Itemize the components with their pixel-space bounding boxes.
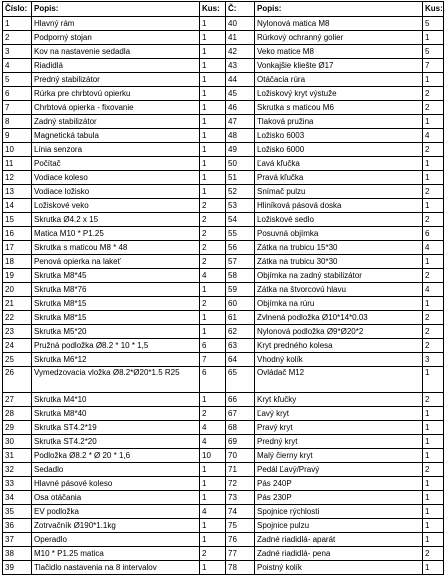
table-row: [3, 463, 444, 477]
part-number-right: 50: [226, 157, 255, 171]
part-description-left: Hlavný rám: [32, 17, 200, 31]
part-number-left: 15: [3, 213, 32, 227]
part-quantity-left: 1: [200, 325, 226, 339]
part-description-left: Magnetická tabula: [32, 129, 200, 143]
part-description-right: Objímka na zadný stabilizátor: [255, 269, 423, 283]
part-description-right: Vonkajšie kliešte Ø17: [255, 59, 423, 73]
part-quantity-left: 2: [200, 407, 226, 421]
part-description-right: Ľavý kryt: [255, 407, 423, 421]
header-description-right: Popis:: [255, 2, 423, 17]
part-quantity-left: 4: [200, 435, 226, 449]
table-row: [3, 227, 444, 241]
part-quantity-left: 1: [200, 561, 226, 575]
table-row: [3, 325, 444, 339]
part-description-left: Skrutka M8*15: [32, 311, 200, 325]
part-description-left: Osa otáčania: [32, 491, 200, 505]
part-description-left: Matica M10 * P1.25: [32, 227, 200, 241]
table-row: [3, 87, 444, 101]
parts-list: [2, 1, 443, 575]
part-quantity-left: 2: [200, 227, 226, 241]
part-quantity-right: 2: [423, 311, 444, 325]
table-row: [3, 185, 444, 199]
part-number-right: 44: [226, 73, 255, 87]
table-row: [3, 367, 444, 393]
part-description-right: Tlaková pružina: [255, 115, 423, 129]
part-description-right: Zátka na trubicu 15*30: [255, 241, 423, 255]
part-number-right: 61: [226, 311, 255, 325]
table-row: [3, 477, 444, 491]
part-number-right: 53: [226, 199, 255, 213]
part-description-left: Kov na nastavenie sedadla: [32, 45, 200, 59]
part-number-right: 68: [226, 421, 255, 435]
part-quantity-right: 1: [423, 533, 444, 547]
part-description-right: Spojnice rýchlosti: [255, 505, 423, 519]
part-description-right: Pás 240P: [255, 477, 423, 491]
part-description-left: Skrutka M8*76: [32, 283, 200, 297]
part-number-right: 65: [226, 367, 255, 393]
part-description-right: Zadné riadidlá- aparát: [255, 533, 423, 547]
part-quantity-left: 1: [200, 31, 226, 45]
part-quantity-left: 1: [200, 311, 226, 325]
part-quantity-right: 2: [423, 393, 444, 407]
part-quantity-right: 1: [423, 171, 444, 185]
part-quantity-left: 1: [200, 73, 226, 87]
part-quantity-left: 6: [200, 339, 226, 353]
table-row: [3, 421, 444, 435]
part-description-right: Pravá kľučka: [255, 171, 423, 185]
part-description-left: Riadidlá: [32, 59, 200, 73]
part-number-left: 13: [3, 185, 32, 199]
part-number-left: 36: [3, 519, 32, 533]
part-number-right: 63: [226, 339, 255, 353]
table-row: [3, 505, 444, 519]
header-number-left: Číslo:: [3, 2, 32, 17]
part-number-right: 69: [226, 435, 255, 449]
part-description-left: Ložiskové veko: [32, 199, 200, 213]
table-row: [3, 353, 444, 367]
part-description-left: Počítač: [32, 157, 200, 171]
part-number-left: 6: [3, 87, 32, 101]
part-number-right: 46: [226, 101, 255, 115]
part-number-left: 18: [3, 255, 32, 269]
part-description-right: Vhodný kolík: [255, 353, 423, 367]
table-row: [3, 45, 444, 59]
part-description-left: Skrutka M6*12: [32, 353, 200, 367]
header-row: [3, 2, 444, 17]
part-description-right: Hliníková pásová doska: [255, 199, 423, 213]
part-quantity-right: 2: [423, 101, 444, 115]
part-quantity-left: 6: [200, 367, 226, 393]
part-number-left: 34: [3, 491, 32, 505]
part-quantity-right: 1: [423, 477, 444, 491]
part-description-right: Otáčacia rúra: [255, 73, 423, 87]
part-description-right: Skrutka s maticou M6: [255, 101, 423, 115]
part-quantity-left: 1: [200, 17, 226, 31]
header-quantity-right: Kus:: [423, 2, 444, 17]
part-quantity-left: 1: [200, 101, 226, 115]
part-number-right: 74: [226, 505, 255, 519]
part-number-left: 39: [3, 561, 32, 575]
part-quantity-left: 1: [200, 143, 226, 157]
table-row: [3, 143, 444, 157]
part-description-right: Zadné riadidlá- pena: [255, 547, 423, 561]
part-number-left: 33: [3, 477, 32, 491]
part-number-right: 55: [226, 227, 255, 241]
part-description-right: Posuvná objímka: [255, 227, 423, 241]
part-quantity-left: 1: [200, 171, 226, 185]
part-quantity-right: 2: [423, 143, 444, 157]
part-quantity-right: 5: [423, 17, 444, 31]
part-description-right: Ložiskové sedlo: [255, 213, 423, 227]
table-row: [3, 17, 444, 31]
part-number-right: 70: [226, 449, 255, 463]
part-description-left: Skrutka M4*10: [32, 393, 200, 407]
part-description-right: Ložisko 6000: [255, 143, 423, 157]
part-number-right: 78: [226, 561, 255, 575]
table-row: [3, 393, 444, 407]
part-quantity-right: 1: [423, 519, 444, 533]
part-quantity-left: 10: [200, 449, 226, 463]
part-quantity-left: 1: [200, 129, 226, 143]
part-quantity-left: 2: [200, 213, 226, 227]
part-quantity-right: 1: [423, 367, 444, 393]
part-description-left: Vodiace koleso: [32, 171, 200, 185]
part-quantity-right: 2: [423, 213, 444, 227]
part-number-right: 72: [226, 477, 255, 491]
part-quantity-left: 1: [200, 45, 226, 59]
part-number-left: 27: [3, 393, 32, 407]
table-row: [3, 115, 444, 129]
part-quantity-left: 2: [200, 199, 226, 213]
part-number-left: 14: [3, 199, 32, 213]
part-description-left: EV podložka: [32, 505, 200, 519]
table-row: [3, 449, 444, 463]
part-description-left: Skrutka M5*20: [32, 325, 200, 339]
part-description-right: Poistný kolík: [255, 561, 423, 575]
table-row: [3, 435, 444, 449]
part-description-right: Ľavá kľučka: [255, 157, 423, 171]
part-description-right: Predný kryt: [255, 435, 423, 449]
table-row: [3, 283, 444, 297]
part-number-right: 76: [226, 533, 255, 547]
part-quantity-left: 4: [200, 269, 226, 283]
part-number-right: 59: [226, 283, 255, 297]
part-number-left: 3: [3, 45, 32, 59]
part-quantity-right: 2: [423, 547, 444, 561]
part-number-right: 77: [226, 547, 255, 561]
part-number-right: 40: [226, 17, 255, 31]
part-quantity-right: 1: [423, 255, 444, 269]
table-row: [3, 73, 444, 87]
table-row: [3, 213, 444, 227]
part-quantity-right: 1: [423, 505, 444, 519]
part-number-right: 73: [226, 491, 255, 505]
part-description-left: Chrbtová opierka - fixovanie: [32, 101, 200, 115]
part-quantity-left: 4: [200, 421, 226, 435]
part-quantity-right: 1: [423, 491, 444, 505]
part-number-right: 52: [226, 185, 255, 199]
part-description-right: Kryt kľučky: [255, 393, 423, 407]
part-quantity-left: 2: [200, 547, 226, 561]
header-number-right: Č:: [226, 2, 255, 17]
table-row: [3, 297, 444, 311]
part-description-right: Pás 230P: [255, 491, 423, 505]
part-description-left: Zotrvačník Ø190*1.1kg: [32, 519, 200, 533]
header-quantity-left: Kus:: [200, 2, 226, 17]
part-quantity-right: 1: [423, 297, 444, 311]
part-description-left: Vymedzovacia vložka Ø8.2*Ø20*1.5 R25: [32, 367, 200, 393]
part-number-right: 56: [226, 241, 255, 255]
table-row: [3, 171, 444, 185]
part-description-left: Skrutka ST4.2*19: [32, 421, 200, 435]
part-quantity-right: 6: [423, 227, 444, 241]
part-number-right: 42: [226, 45, 255, 59]
part-quantity-right: 5: [423, 45, 444, 59]
part-description-left: Tlačidlo nastavenia na 8 intervalov: [32, 561, 200, 575]
part-number-right: 67: [226, 407, 255, 421]
table-row: [3, 255, 444, 269]
part-number-left: 28: [3, 407, 32, 421]
part-quantity-right: 1: [423, 199, 444, 213]
part-quantity-left: 1: [200, 185, 226, 199]
part-description-right: Ložiskový kryt výstuže: [255, 87, 423, 101]
part-quantity-left: 1: [200, 463, 226, 477]
part-number-right: 64: [226, 353, 255, 367]
part-quantity-right: 2: [423, 339, 444, 353]
part-number-left: 29: [3, 421, 32, 435]
part-number-right: 48: [226, 129, 255, 143]
part-number-left: 30: [3, 435, 32, 449]
part-description-right: Nylonová podložka Ø9*Ø20*2: [255, 325, 423, 339]
part-number-left: 7: [3, 101, 32, 115]
table-row: [3, 101, 444, 115]
part-number-left: 2: [3, 31, 32, 45]
part-quantity-left: 2: [200, 297, 226, 311]
part-quantity-right: 1: [423, 115, 444, 129]
table-row: [3, 547, 444, 561]
part-number-left: 23: [3, 325, 32, 339]
parts-table: [2, 1, 444, 575]
table-row: [3, 129, 444, 143]
part-description-left: Penová opierka na lakeť: [32, 255, 200, 269]
part-quantity-right: 4: [423, 129, 444, 143]
part-quantity-left: 1: [200, 157, 226, 171]
part-quantity-right: 2: [423, 269, 444, 283]
table-row: [3, 241, 444, 255]
header-description-left: Popis:: [32, 2, 200, 17]
part-number-left: 8: [3, 115, 32, 129]
part-description-left: Operadlo: [32, 533, 200, 547]
part-description-left: Rúrka pre chrbtovú opierku: [32, 87, 200, 101]
part-number-left: 11: [3, 157, 32, 171]
part-number-left: 31: [3, 449, 32, 463]
part-quantity-right: 1: [423, 407, 444, 421]
part-description-left: Skrutka s maticou M8 * 48: [32, 241, 200, 255]
part-number-right: 47: [226, 115, 255, 129]
part-description-right: Zátka na trubicu 30*30: [255, 255, 423, 269]
table-row: [3, 519, 444, 533]
table-row: [3, 269, 444, 283]
part-number-right: 41: [226, 31, 255, 45]
part-quantity-right: 4: [423, 283, 444, 297]
part-number-right: 45: [226, 87, 255, 101]
part-number-right: 66: [226, 393, 255, 407]
part-description-left: Skrutka M8*40: [32, 407, 200, 421]
part-number-left: 19: [3, 269, 32, 283]
table-row: [3, 533, 444, 547]
part-quantity-right: 1: [423, 561, 444, 575]
part-description-left: Skrutka M8*45: [32, 269, 200, 283]
part-description-left: Zadný stabilizátor: [32, 115, 200, 129]
table-row: [3, 157, 444, 171]
part-quantity-right: 2: [423, 87, 444, 101]
part-quantity-right: 3: [423, 353, 444, 367]
part-number-right: 43: [226, 59, 255, 73]
part-number-left: 22: [3, 311, 32, 325]
part-description-left: Hlavné pásové koleso: [32, 477, 200, 491]
part-description-left: Skrutka Ø4.2 x 15: [32, 213, 200, 227]
part-quantity-left: 1: [200, 491, 226, 505]
part-description-right: Pedál Ľavý/Pravý: [255, 463, 423, 477]
part-number-left: 4: [3, 59, 32, 73]
part-quantity-left: 1: [200, 59, 226, 73]
part-quantity-right: 2: [423, 185, 444, 199]
part-description-left: Skrutka ST4.2*20: [32, 435, 200, 449]
part-description-right: Spojnice pulzu: [255, 519, 423, 533]
part-number-right: 49: [226, 143, 255, 157]
part-number-right: 62: [226, 325, 255, 339]
part-quantity-left: 1: [200, 533, 226, 547]
part-quantity-left: 2: [200, 255, 226, 269]
part-number-right: 51: [226, 171, 255, 185]
part-number-left: 20: [3, 283, 32, 297]
part-description-left: Podporný stojan: [32, 31, 200, 45]
part-number-left: 26: [3, 367, 32, 393]
part-quantity-left: 4: [200, 505, 226, 519]
part-description-right: Kryt predného kolesa: [255, 339, 423, 353]
part-quantity-right: 7: [423, 59, 444, 73]
part-number-left: 24: [3, 339, 32, 353]
part-description-left: Pružná podložka Ø8.2 * 10 * 1,5: [32, 339, 200, 353]
part-description-left: Sedadlo: [32, 463, 200, 477]
part-description-right: Rúrkový ochranný golier: [255, 31, 423, 45]
part-description-left: Podložka Ø8.2 * Ø 20 * 1,6: [32, 449, 200, 463]
part-number-right: 58: [226, 269, 255, 283]
part-number-left: 21: [3, 297, 32, 311]
part-number-left: 16: [3, 227, 32, 241]
table-row: [3, 407, 444, 421]
part-quantity-right: 4: [423, 241, 444, 255]
part-quantity-right: 1: [423, 435, 444, 449]
table-row: [3, 339, 444, 353]
part-number-left: 1: [3, 17, 32, 31]
part-description-left: Vodiace ložisko: [32, 185, 200, 199]
part-quantity-right: 1: [423, 73, 444, 87]
table-row: [3, 561, 444, 575]
part-quantity-right: 2: [423, 463, 444, 477]
part-description-right: Zvlnená podložka Ø10*14*0.03: [255, 311, 423, 325]
part-number-left: 12: [3, 171, 32, 185]
part-description-right: Zátka na štvorcovú hlavu: [255, 283, 423, 297]
part-number-left: 17: [3, 241, 32, 255]
part-number-left: 9: [3, 129, 32, 143]
part-quantity-left: 1: [200, 393, 226, 407]
part-number-right: 71: [226, 463, 255, 477]
part-number-left: 38: [3, 547, 32, 561]
part-description-left: M10 * P1.25 matica: [32, 547, 200, 561]
part-quantity-left: 1: [200, 519, 226, 533]
part-number-left: 32: [3, 463, 32, 477]
part-number-left: 10: [3, 143, 32, 157]
part-description-right: Malý čierny kryt: [255, 449, 423, 463]
part-description-right: Pravý kryt: [255, 421, 423, 435]
part-description-left: Skrutka M8*15: [32, 297, 200, 311]
part-quantity-left: 1: [200, 283, 226, 297]
table-row: [3, 311, 444, 325]
table-row: [3, 59, 444, 73]
part-description-left: Predný stabilizátor: [32, 73, 200, 87]
part-quantity-right: 1: [423, 449, 444, 463]
part-quantity-left: 1: [200, 87, 226, 101]
part-description-right: Objímka na rúru: [255, 297, 423, 311]
part-quantity-right: 1: [423, 31, 444, 45]
part-description-left: Línia senzora: [32, 143, 200, 157]
part-quantity-left: 2: [200, 241, 226, 255]
part-description-right: Veko matice M8: [255, 45, 423, 59]
table-row: [3, 491, 444, 505]
part-number-right: 75: [226, 519, 255, 533]
part-description-right: Nylonová matica M8: [255, 17, 423, 31]
part-quantity-right: 2: [423, 325, 444, 339]
part-number-right: 57: [226, 255, 255, 269]
part-description-right: Ovládač M12: [255, 367, 423, 393]
part-number-left: 25: [3, 353, 32, 367]
part-number-right: 60: [226, 297, 255, 311]
part-quantity-right: 1: [423, 421, 444, 435]
part-quantity-left: 1: [200, 115, 226, 129]
part-description-right: Ložisko 6003: [255, 129, 423, 143]
part-number-left: 35: [3, 505, 32, 519]
part-number-left: 37: [3, 533, 32, 547]
part-quantity-left: 1: [200, 477, 226, 491]
part-quantity-left: 7: [200, 353, 226, 367]
table-row: [3, 199, 444, 213]
table-row: [3, 31, 444, 45]
part-description-right: Snímač pulzu: [255, 185, 423, 199]
part-number-right: 54: [226, 213, 255, 227]
part-quantity-right: 1: [423, 157, 444, 171]
part-number-left: 5: [3, 73, 32, 87]
